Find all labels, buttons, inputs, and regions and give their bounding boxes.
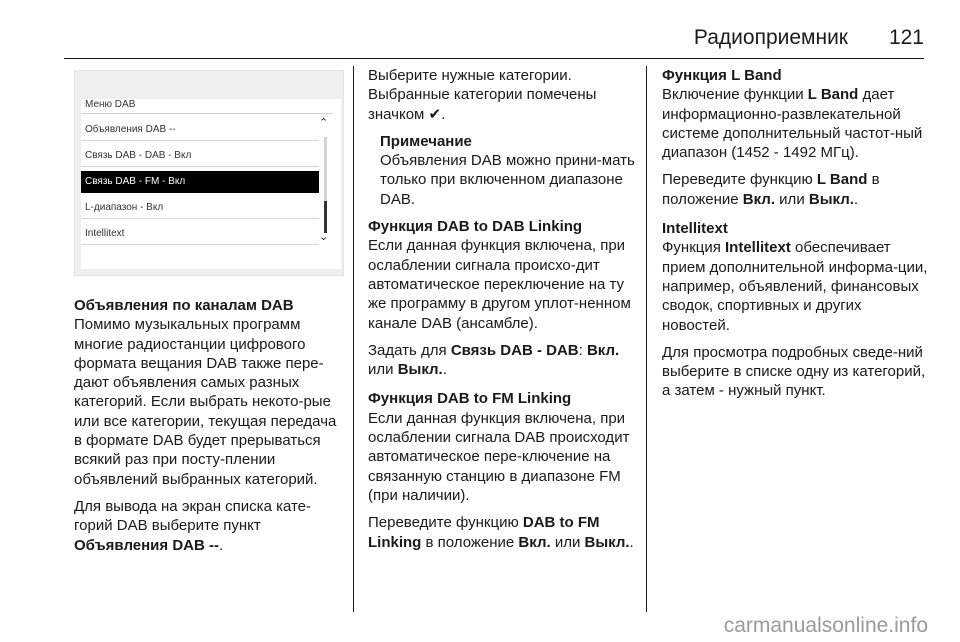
bold-text: Объявления DAB -- <box>74 536 219 554</box>
watermark: carmanualsonline.info <box>723 614 928 637</box>
paragraph <box>662 170 932 209</box>
text: Переведите функцию <box>662 171 817 189</box>
bold-text: L Band <box>807 86 859 104</box>
page-number: 121 <box>888 26 924 49</box>
note-title: Примечание <box>380 132 472 150</box>
menu-item-dab-announcements: Объявления DAB -- <box>81 119 319 141</box>
text: Для вывода на экран списка кате-горий DAB выберите пункт <box>74 497 312 535</box>
text: или <box>775 190 809 208</box>
paragraph <box>74 497 346 555</box>
text: . <box>629 533 634 551</box>
menu-item-intellitext: Intellitext <box>81 223 319 245</box>
paragraph: Для просмотра подробных сведе-ний выберите в списке одну из категорий, а затем - нужный пункт. <box>662 343 926 400</box>
heading-intellitext: Intellitext <box>662 220 728 238</box>
text: в положение <box>662 171 880 208</box>
bold-text: Вкл. <box>518 533 551 551</box>
heading-dab-to-dab: Функция DAB to DAB Linking <box>368 218 583 236</box>
paragraph <box>368 513 636 552</box>
paragraph: Если данная функция включена, при ослаблении сигнала происхо-дит автоматическое переключение на ту же программу в другом уплот-ненном канале DAB (ансамбле). <box>368 237 631 332</box>
bold-text: Выкл. <box>808 190 854 208</box>
bold-text: Вкл. <box>586 341 620 359</box>
column-divider-1 <box>353 66 354 612</box>
menu-title: Меню DAB <box>85 99 136 110</box>
text: : <box>578 341 587 359</box>
text: обеспечивает прием дополнительной информа-ции, например, объявлений, финансовых сводок, спортивных и других новостей. <box>662 239 928 334</box>
heading-dab-announcements: Объявления по каналам DAB <box>74 297 294 314</box>
running-title: Радиоприемник <box>693 26 848 49</box>
text: или <box>368 361 398 379</box>
menu-item-dab-fm-link: Связь DAB - FM - Вкл <box>81 171 319 193</box>
paragraph <box>662 238 932 334</box>
heading-dab-to-fm: Функция DAB to FM Linking <box>368 390 572 408</box>
bold-text: DAB to FM Linking <box>368 514 600 551</box>
text: Функция <box>662 239 726 257</box>
scroll-down-icon: ⌄ <box>319 231 329 243</box>
bold-text: L Band <box>816 171 868 189</box>
menu-item-l-band: L-диапазон - Вкл <box>81 197 319 219</box>
text: дает информационно-развлекательной системе дополнительный частот-ный диапазон (1452 - 1492 МГц). <box>662 86 923 162</box>
paragraph: Если данная функция включена, при ослаблении сигнала DAB происходит автоматическое пере-ключение на связанную станцию в диапазоне FM (при наличии). <box>368 409 630 504</box>
heading-l-band: Функция L Band <box>662 67 782 84</box>
menu-item-dab-dab-link: Связь DAB - DAB - Вкл <box>81 145 319 167</box>
bold-text: Вкл. <box>742 190 776 208</box>
text: . <box>218 536 224 554</box>
dab-menu-screenshot <box>74 70 344 276</box>
column-2 <box>368 66 636 560</box>
column-3 <box>662 66 932 409</box>
text: Переведите функцию <box>368 514 523 532</box>
header-rule <box>64 58 924 59</box>
text: Задать для <box>368 341 451 359</box>
text: или <box>550 533 585 551</box>
text: . <box>442 361 447 379</box>
paragraph <box>368 341 636 380</box>
paragraph <box>662 85 932 162</box>
note <box>380 132 636 209</box>
bold-text: Выкл. <box>584 533 630 551</box>
text: . <box>853 190 859 208</box>
text: в положение <box>421 533 519 551</box>
note-text: Объявления DAB можно прини-мать только при включенном диапазоне DAB. <box>380 152 635 208</box>
bold-text: Связь DAB - DAB <box>450 341 579 359</box>
bold-text: Intellitext <box>725 239 791 257</box>
page-header <box>0 0 960 60</box>
menu-title-divider <box>81 113 333 114</box>
paragraph: Помимо музыкальных программ многие радиостанции цифрового формата вещания DAB также пере-дают объявления самых разных категорий. Если выбрать некото-рые или все категории, текущая передача в формате DAB будет прерываться всякий раз при посту-плении объявлений выбранных категорий. <box>74 316 337 488</box>
scroll-up-icon: ⌃ <box>319 117 329 129</box>
column-1 <box>74 296 346 563</box>
scrollbar-thumb <box>324 201 327 233</box>
text: Включение функции <box>662 86 808 104</box>
bold-text: Выкл. <box>397 361 443 379</box>
column-divider-2 <box>646 66 647 612</box>
paragraph: Выберите нужные категории. Выбранные категории помечены значком ✔. <box>368 67 597 123</box>
